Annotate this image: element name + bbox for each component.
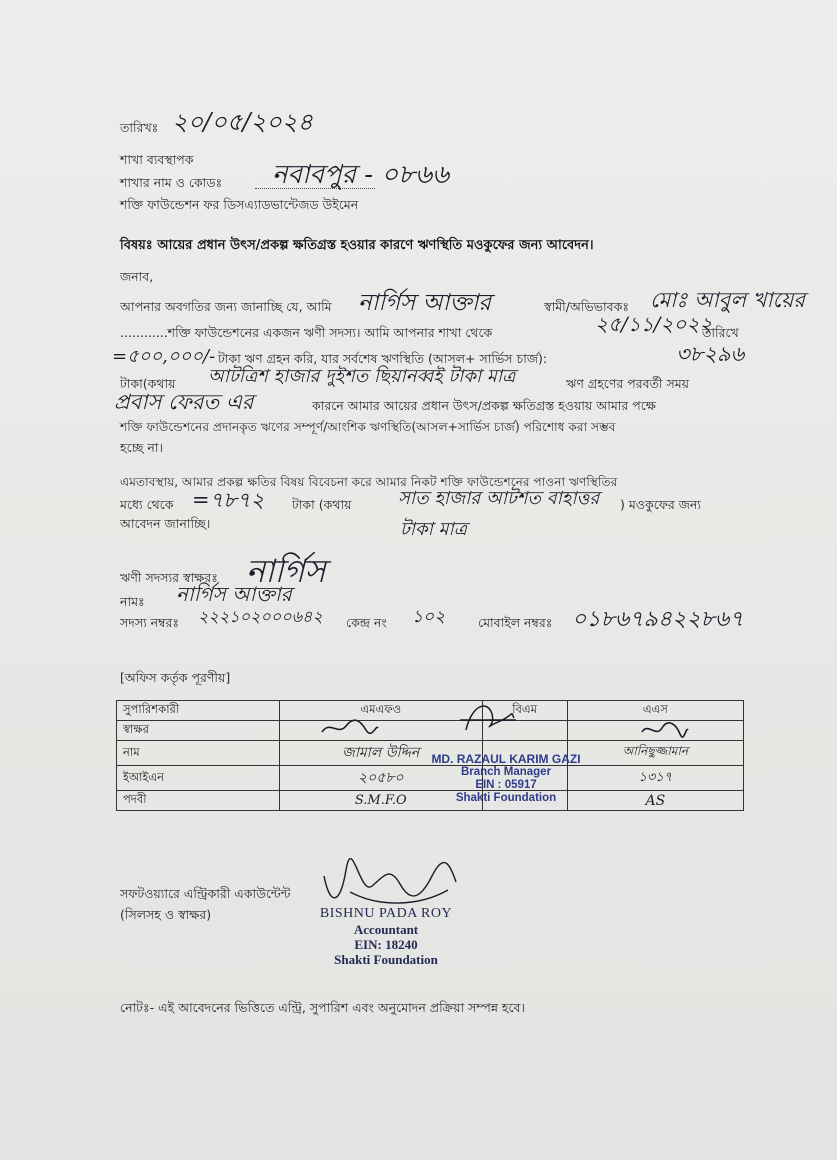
cell-mfo <box>280 721 483 741</box>
table-header-cell: এমএফও <box>280 701 483 721</box>
row-label: স্বাক্ষর <box>117 721 280 741</box>
body-line-4b: ঋণ গ্রহণের পরবর্তী সময় <box>566 376 690 391</box>
table-header-cell: সুপারিশকারী <box>117 701 280 721</box>
waive-words-1: সাত হাজার আটশত বাহাত্তর <box>398 488 600 509</box>
para2-line-1: এমতাবস্থায়, আমার প্রকল্প ক্ষতির বিষয় বিবেচনা করে আমার নিকট শক্তি ফাউন্ডেশনের পাওনা ঋণস্থিতির <box>120 475 618 489</box>
member-no-label: সদস্য নম্বরঃ <box>120 615 180 630</box>
member-sign-label: ঋণী সদস্যর স্বাক্ষরঃ <box>120 570 218 585</box>
para2-line-2b: টাকা (কথায় <box>292 497 352 512</box>
loan-amount: =৫০০,০০০/- <box>112 346 216 367</box>
cell-as: ১৩১৭ <box>567 766 743 791</box>
as-signature <box>640 722 690 740</box>
mobile-value: ০১৮৬৭৯৪২২৮৬৭ <box>572 607 744 632</box>
branch-manager-stamp <box>424 752 588 805</box>
member-signature: নার্গিস <box>246 552 326 590</box>
stamp-title: Branch Manager <box>460 766 552 778</box>
date-line <box>120 120 158 140</box>
center-value: ১০২ <box>412 607 446 627</box>
para2-line-3: আবেদন জানাচ্ছি। <box>120 516 211 531</box>
accountant-label-2: (সিলসহ ও স্বাক্ষর) <box>120 907 212 922</box>
subject: বিষয়ঃ আয়ের প্রধান উৎস/প্রকল্প ক্ষতিগ্রস্ত হওয়ার কারণে ঋণস্থিতি মওকুফের জন্য আবেদন। <box>120 238 594 253</box>
office-note: [অফিস কর্তৃক পূরণীয়] <box>120 670 231 685</box>
cell-mfo: S.M.F.O <box>280 791 483 811</box>
branch-name-label: শাখার নাম ও কোডঃ <box>120 175 223 190</box>
branch-manager: শাখা ব্যবস্থাপক <box>120 152 194 167</box>
body-line-1a: আপনার অবগতির জন্য জানাচ্ছি যে, আমি <box>120 299 332 314</box>
loan-date: ২৫/১১/২০২২ <box>595 312 713 336</box>
body-line-1b: স্বামী/অভিভাবকঃ <box>544 299 629 314</box>
branch-org: শক্তি ফাউন্ডেশন ফর ডিসএ্যাডভান্টেজড উইমেন <box>120 197 359 212</box>
cell-mfo: ২০৫৮০ <box>280 766 483 791</box>
date-label: তারিখঃ <box>120 120 159 135</box>
cell-as: আনিছুজ্জামান <box>567 741 743 766</box>
table-header-row <box>117 701 744 721</box>
body-line-6: শক্তি ফাউন্ডেশনের প্রদানকৃত ঋণের সম্পূর্ণ/আংশিক ঋণস্থিতি(আসল+সার্ভিস চার্জ) পরিশোধ করা সম্ভব <box>120 420 616 434</box>
outstanding-words: আটত্রিশ হাজার দুইশত ছিয়ানব্বই টাকা মাত্র <box>208 366 516 387</box>
accountant-name: BISHNU PADA ROY <box>319 906 453 921</box>
row-label: ইআইএন <box>117 766 280 791</box>
accountant-label-1: সফটওয়্যারে এন্ট্রিকারী একাউন্টেন্ট <box>120 886 291 901</box>
body-line-5b: কারনে আমার আয়ের প্রধান উৎস/প্রকল্প ক্ষতিগ্রস্ত হওয়ায় আমার পক্ষে <box>312 398 656 413</box>
branch-name-value: নবাবপুর - ০৮৬৬ <box>272 160 449 190</box>
body-line-3a: টাকা ঋণ গ্রহন করি, যার সর্বশেষ ঋণস্থিতি (আসল+ সার্ভিস চার্জ): <box>218 351 548 366</box>
reason: প্রবাস ফেরত এর <box>114 390 254 414</box>
table-header-cell: এএস <box>567 701 743 721</box>
body-line-7: হচ্ছে না। <box>120 440 163 455</box>
member-no-value: ২২২১০২০০০৬৪২ <box>198 607 323 626</box>
table-header-cell: বিএম <box>482 701 567 721</box>
applicant-name: নার্গিস আক্তার <box>358 290 492 316</box>
para2-line-2c: ) মওকুফের জন্য <box>620 497 702 512</box>
date-value: ২০/০৫/২০২৪ <box>172 108 313 136</box>
bm-signature <box>458 700 518 740</box>
mfo-signature <box>320 718 380 738</box>
member-name-label: নামঃ <box>120 594 145 609</box>
footer-note: নোটঃ- এই আবেদনের ভিত্তিতে এন্ট্রি, সুপারিশ এবং অনুমোদন প্রক্রিয়া সম্পন্ন হবে। <box>120 1000 525 1015</box>
accountant-title: Accountant <box>353 922 419 937</box>
body-line-2a: ............শক্তি ফাউন্ডেশনের একজন ঋণী সদস্য। আমি আপনার শাখা থেকে <box>120 325 493 340</box>
guardian-name: মোঃ আবুল খায়ের <box>650 288 805 312</box>
body-line-2b: তারিখে <box>702 325 739 340</box>
accountant-stamp <box>306 906 466 967</box>
center-label: কেন্দ্র নং <box>346 615 387 630</box>
outstanding-amount: ৩৮২৯৬ <box>676 342 745 366</box>
accountant-ein: EIN: 18240 <box>354 937 418 952</box>
stamp-org: Shakti Foundation <box>455 792 557 804</box>
stamp-name: MD. RAZAUL KARIM GAZI <box>431 752 581 766</box>
stamp-ein: EIN : 05917 <box>475 779 537 791</box>
body-line-4a: টাকা(কথায় <box>120 376 176 391</box>
row-label: নাম <box>117 741 280 766</box>
waive-words-2: টাকা মাত্র <box>400 519 468 540</box>
accountant-org: Shakti Foundation <box>334 952 438 967</box>
member-name-value: নার্গিস আক্তার <box>176 582 292 606</box>
cell-mfo: জামাল উদ্দিন <box>280 741 483 766</box>
para2-line-2a: মধ্যে থেকে <box>120 497 174 512</box>
salutation: জনাব, <box>120 269 154 284</box>
waive-amount: =৭৮৭২ <box>192 488 265 512</box>
row-label: পদবী <box>117 791 280 811</box>
mobile-label: মোবাইল নম্বরঃ <box>478 615 553 630</box>
cell-as: AS <box>567 791 743 811</box>
